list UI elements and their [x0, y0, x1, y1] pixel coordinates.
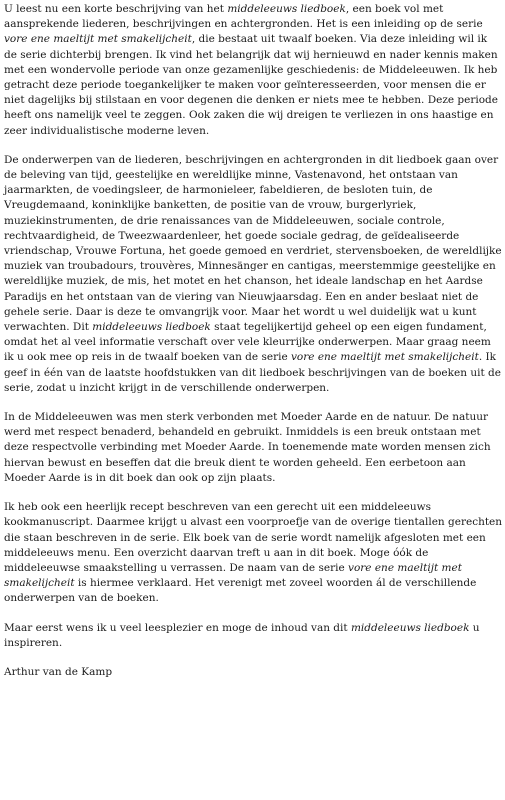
- italic-title-text: middeleeuws liedboek: [227, 3, 346, 15]
- paragraph-topics: [4, 153, 503, 396]
- italic-title-text: vore ene maeltijt met smakelijcheit: [291, 351, 479, 364]
- paragraph-text: . Ik geef in één van de laatste hoofdstukken van dit liedboek beschrijvingen van de boeken uit de serie, zodat u inzicht krijgt in de verschillende onderwerpen.: [4, 351, 501, 394]
- paragraph-text: De onderwerpen van de liederen, beschrijvingen en achtergronden in dit liedboek gaan over de beleving van tijd, geestelijke en wereldlijke minne, Vastenavond, het ontstaan van jaarmarkten, de voedingsleer, de harmonieleer, fabeldieren, de besloten tuin, de Vreugdemaand, koninklijke banketten, de positie van de vrouw, burgerlyriek, muziekinstrumenten, de drie renaissances van de Middeleeuwen, sociale controle, rechtvaardigheid, de Tweezwaardenleer, het goede sociale gedrag, de geïdealiseerde vriendschap, Vrouwe Fortuna, het goede gemoed en verdriet, stervensboeken, de wereldlijke muziek van troubadours, trouvères, Minnesänger en cantigas, meerstemmige geestelijke en wereldlijke muziek, de mis, het motet en het chanson, het ideale landschap en het Aardse Paradijs en het ontstaan van de viering van Nieuwjaarsdag. Een en ander beslaat niet de gehele serie. Daar is deze te omvangrijk voor. Maar het wordt u wel duidelijk wat u kunt verwachten. Dit: [4, 153, 502, 334]
- paragraph-text: staat tegelijkertijd geheel op een eigen fundament, omdat het al veel informatie verschaft over vele kleurrijke onderwerpen. Maar graag neem ik u ook mee op reis in de twaalf boeken van de serie: [4, 321, 491, 364]
- paragraph-mother-earth: [4, 410, 503, 486]
- italic-title-text: middeleeuws liedboek: [350, 621, 470, 634]
- paragraph-text: , een boek vol met aansprekende liederen, beschrijvingen en achtergronden. Het is een inleiding op de serie: [4, 3, 483, 31]
- paragraph-text: is hiermee verklaard. Het verenigt met zoveel woorden ál de verschillende onderwerpen van de boeken.: [4, 577, 477, 605]
- paragraph-text: , die bestaat uit twaalf boeken. Via deze inleiding wil ik de serie dichterbij brengen. Ik vind het belangrijk dat wij hernieuwd en nader kennis maken met een wondervolle periode van onze gezamenlijke geschiedenis: de Middeleeuwen. Ik heb getracht deze periode toegankelijker te maken voor geïnteresseerden, voor mensen die er niet dagelijks bij stilstaan en voor degenen die denken er niets mee te hebben. Deze periode heeft ons namelijk veel te zeggen. Ook zaken die wij dreigen te verliezen in ons haastige en zeer individualistische moderne leven.: [4, 33, 498, 137]
- paragraph-text: Ik heb ook een heerlijk recept beschreven van een gerecht uit een middeleeuws kookmanuscript. Daarmee krijgt u alvast een voorproefje van de overige tientallen gerechten die staan beschreven in de serie. Elk boek van de serie wordt namelijk afgesloten met een middeleeuws menu. Een overzicht daarvan treft u aan in dit boek. Moge óók de middeleeuwse smaakstelling u verrassen. De naam van de serie: [4, 501, 503, 574]
- italic-title-text: middeleeuws liedboek: [92, 321, 211, 334]
- document-page: [4, 2, 503, 694]
- paragraph-closing: [4, 621, 503, 651]
- paragraph-text: u inspireren.: [4, 621, 480, 649]
- paragraph-text: Maar eerst wens ik u veel leesplezier en moge de inhoud van dit: [4, 621, 351, 634]
- paragraph-intro: [4, 2, 503, 139]
- italic-title-text: vore ene maeltijt met smakelijcheit: [4, 561, 462, 590]
- paragraph-recipe: [4, 500, 503, 606]
- paragraph-text: U leest nu een korte beschrijving van het: [4, 3, 228, 15]
- author-signature: Arthur van de Kamp: [4, 665, 113, 678]
- paragraph-text: In de Middeleeuwen was men sterk verbonden met Moeder Aarde en de natuur. De natuur werd met respect benaderd, behandeld en gebruikt. Inmiddels is een breuk ontstaan met deze respectvolle verbinding met Moeder Aarde. In toenemende mate worden mensen zich hiervan bewust en beseffen dat die breuk dient te worden geheeld. Een eerbetoon aan Moeder Aarde is in dit boek dan ook op zijn plaats.: [4, 411, 491, 484]
- italic-title-text: vore ene maeltijt met smakelijcheit: [4, 33, 192, 46]
